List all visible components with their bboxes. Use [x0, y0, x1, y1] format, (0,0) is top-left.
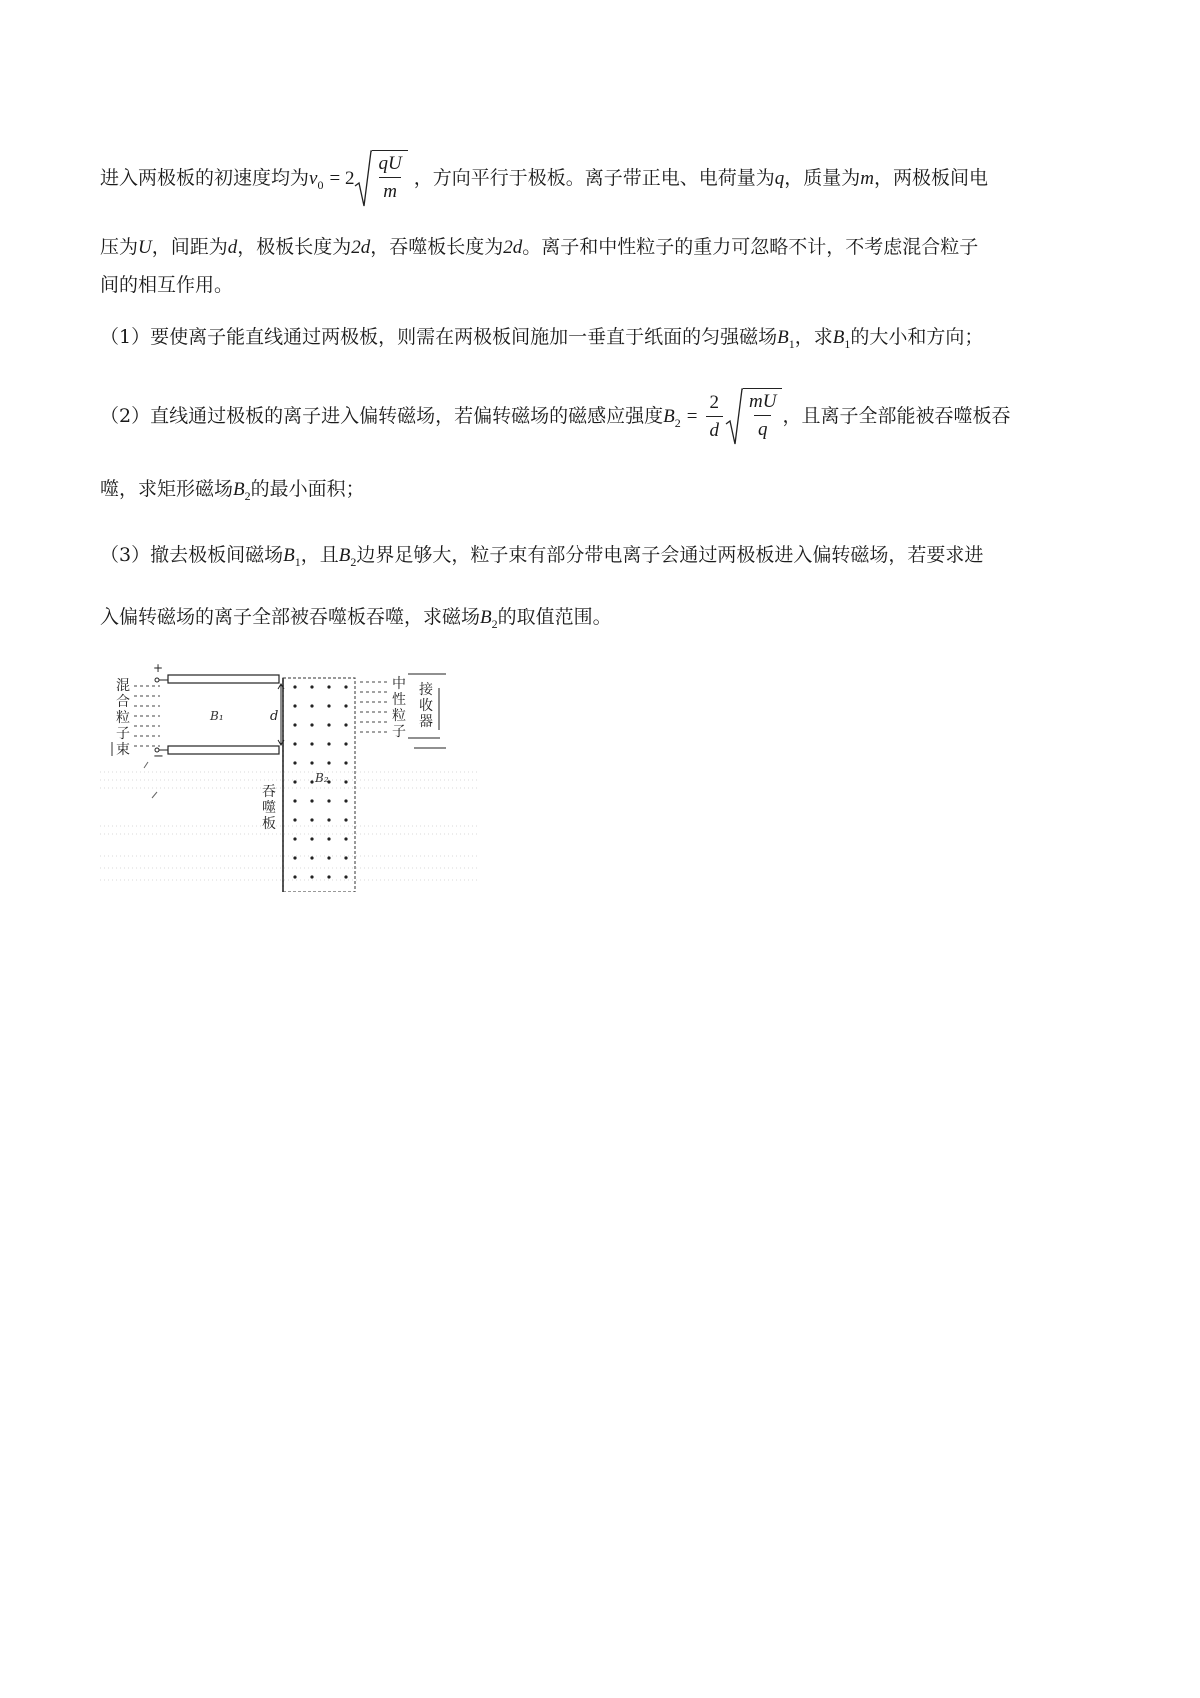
field-dot	[293, 837, 296, 840]
beam-char: 束	[116, 742, 130, 758]
field-dot	[310, 799, 313, 802]
field-dot	[293, 875, 296, 878]
field-dot	[310, 818, 313, 821]
beam-char: 混	[116, 678, 130, 694]
absorber-label	[262, 784, 276, 832]
field-dot	[344, 723, 347, 726]
field-dot	[344, 856, 347, 859]
subscript: 1	[788, 337, 795, 351]
field-dot	[293, 818, 296, 821]
field-dot	[327, 723, 330, 726]
field-dot	[327, 761, 330, 764]
receiver-label	[419, 681, 434, 730]
field-dot	[310, 704, 313, 707]
var-2d: 2d	[351, 237, 371, 258]
text-segment: 入偏转磁场的离子全部被吞噬板吞噬，求磁场	[100, 606, 481, 628]
negative-terminal-label: −	[153, 749, 164, 764]
var-B: B	[233, 479, 245, 500]
beam-lines-right	[360, 682, 390, 732]
var-B: B	[663, 406, 675, 427]
radical-sign	[725, 388, 743, 446]
var-U: U	[138, 237, 152, 258]
field-dot	[293, 761, 296, 764]
absorber-char: 噬	[262, 800, 276, 816]
field-dot	[293, 685, 296, 688]
stray-mark	[144, 762, 148, 768]
field-dot	[327, 799, 330, 802]
text-segment: 的取值范围。	[497, 606, 612, 628]
text-segment: 压为	[100, 236, 139, 258]
var-B: B	[832, 327, 845, 348]
text-segment: ，且	[300, 544, 339, 566]
text-segment: （1）要使离子能直线通过两极板，则需在两极板间施加一垂直于纸面的匀强磁场	[100, 326, 778, 348]
radical-sign	[354, 150, 372, 208]
field-dot	[310, 780, 313, 783]
field-dot	[293, 799, 296, 802]
receiver-char: 接	[419, 682, 433, 698]
absorber-char: 板	[262, 816, 276, 832]
field-dot	[310, 723, 313, 726]
neutral-char: 子	[392, 724, 406, 740]
field-dot	[310, 761, 313, 764]
positive-terminal-label: +	[153, 661, 164, 675]
field-dot	[344, 875, 347, 878]
field-dot	[344, 780, 347, 783]
text-segment: ，极板长度为	[237, 236, 352, 258]
text-segment: ，求	[794, 326, 833, 348]
text-segment: ，吞噬板长度为	[370, 236, 504, 258]
beam-lines-left	[134, 686, 160, 746]
field-dot	[293, 704, 296, 707]
field-dot	[293, 742, 296, 745]
fraction	[706, 392, 724, 442]
numerator: mU	[749, 391, 777, 412]
d-label: d	[270, 709, 279, 724]
numerator: 2	[709, 392, 720, 413]
var-B: B	[338, 545, 351, 566]
field-dot	[327, 856, 330, 859]
text-line-1	[100, 150, 988, 208]
field-dot	[310, 856, 313, 859]
denominator: d	[706, 416, 724, 442]
apparatus-figure	[100, 658, 490, 892]
text-segment: 边界足够大，粒子束有部分带电离子会通过两极板进入偏转磁场，若要求进	[356, 544, 984, 566]
neutral-char: 性	[392, 692, 406, 708]
var-2d: 2d	[503, 237, 523, 258]
neutral-char: 粒	[392, 708, 406, 724]
field-dot	[344, 761, 347, 764]
sqrt-expression	[354, 150, 407, 208]
text-segment: ，且离子全部能被吞噬板吞	[782, 405, 1011, 427]
fraction	[374, 153, 405, 203]
field-dot	[327, 685, 330, 688]
field-dot	[327, 742, 330, 745]
question-2-continued	[100, 474, 365, 504]
receiver-char: 器	[419, 714, 433, 730]
var-m: m	[860, 168, 875, 189]
text-segment: （3）撤去极板间磁场	[100, 544, 284, 566]
field-dot	[293, 856, 296, 859]
text-segment: （2）直线通过极板的离子进入偏转磁场，若偏转磁场的磁感应强度	[100, 405, 664, 427]
field-dot	[327, 837, 330, 840]
neutral-char: 中	[392, 676, 406, 692]
var-q: q	[774, 168, 785, 189]
question-3-continued	[100, 602, 612, 632]
numerator: qU	[378, 153, 402, 174]
field-dot	[344, 837, 347, 840]
denominator: m	[379, 177, 401, 203]
denominator: q	[754, 415, 772, 441]
question-2	[100, 388, 1010, 446]
var-B: B	[480, 607, 492, 628]
beam-char: 粒	[116, 710, 130, 726]
beam-char: 合	[116, 694, 130, 710]
field-dot	[327, 875, 330, 878]
b1-label: B₁	[210, 709, 224, 723]
var-d: d	[227, 237, 238, 258]
subscript: 2	[244, 489, 251, 503]
text-segment: ，间距为	[151, 236, 228, 258]
question-3	[100, 540, 983, 570]
field-dot	[327, 818, 330, 821]
subscript: 2	[350, 555, 357, 569]
subscript: 2	[674, 416, 681, 430]
receiver-char: 收	[419, 698, 433, 714]
subscript: 1	[294, 555, 301, 569]
text-line-3	[100, 270, 233, 297]
background-dot-rows	[100, 772, 480, 880]
equals: = 2	[329, 168, 355, 189]
field-dot	[344, 742, 347, 745]
var-B: B	[777, 327, 789, 348]
text-segment: ，质量为	[784, 167, 861, 189]
subscript: 0	[317, 178, 324, 192]
beam-char: 子	[116, 726, 130, 742]
upper-plate	[168, 675, 279, 683]
b2-label: B₂	[315, 771, 329, 785]
neutral-particles-label	[392, 675, 406, 740]
field-dot	[293, 780, 296, 783]
fraction	[745, 391, 780, 441]
text-segment: 进入两极板的初速度均为	[100, 167, 310, 189]
question-1	[100, 322, 983, 352]
lower-plate	[168, 746, 279, 754]
text-segment: 的大小和方向；	[850, 326, 984, 348]
beam-label	[116, 678, 130, 758]
text-segment: 。离子和中性粒子的重力可忽略不计，不考虑混合粒子	[522, 236, 979, 258]
field-dot	[344, 685, 347, 688]
subscript: 1	[844, 337, 851, 351]
text-segment: 的最小面积；	[250, 478, 365, 500]
text-line-2	[100, 232, 978, 259]
field-dot	[310, 742, 313, 745]
positive-terminal	[155, 678, 159, 682]
text-segment: ，两极板间电	[874, 167, 989, 189]
field-dot	[327, 704, 330, 707]
field-dot	[293, 723, 296, 726]
text-segment: 间的相互作用。	[100, 274, 234, 296]
field-dot	[310, 875, 313, 878]
text-segment: 噬，求矩形磁场	[100, 478, 234, 500]
field-dot	[344, 799, 347, 802]
var-B: B	[283, 545, 295, 566]
text-segment: ，方向平行于极板。离子带正电、电荷量为	[413, 167, 775, 189]
equals: =	[686, 406, 698, 427]
stray-mark	[152, 792, 157, 798]
sqrt-expression	[725, 388, 782, 446]
b2-field-region	[283, 678, 355, 892]
var-v: v	[309, 168, 318, 189]
field-dot	[310, 837, 313, 840]
subscript: 2	[491, 617, 498, 631]
field-dot	[310, 685, 313, 688]
absorber-char: 吞	[262, 784, 276, 800]
field-dot	[344, 704, 347, 707]
field-dot	[344, 818, 347, 821]
